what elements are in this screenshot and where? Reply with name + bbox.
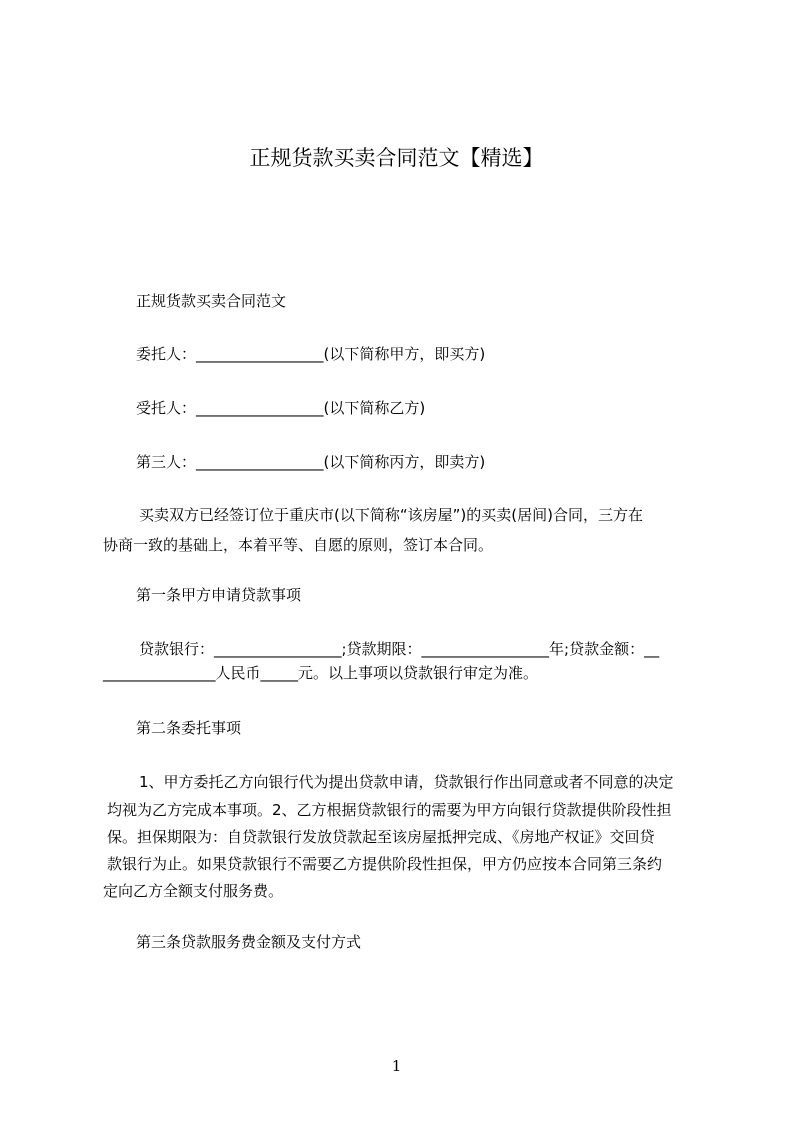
article-2-line-4: 款银行为止。如果贷款银行不需要乙方提供阶段性担保，甲方仍应按本合同第三条约 <box>107 855 663 873</box>
document-title: 正规货款买卖合同范文【精选】 <box>249 146 544 170</box>
article-2-line-5: 定向乙方全额支付服务费。 <box>103 882 284 900</box>
article-2-line-1: 1、甲方委托乙方向银行代为提出贷款申请，贷款银行作出同意或者不同意的决定 <box>139 773 674 791</box>
article-1-heading: 第一条甲方申请贷款事项 <box>136 586 302 604</box>
party-a-line: 委托人：_________________(以下简称甲方，即买方) <box>136 345 486 363</box>
contract-heading: 正规货款买卖合同范文 <box>136 292 287 310</box>
intro-line-2: 协商一致的基础上，本着平等、自愿的原则，签订本合同。 <box>103 536 494 554</box>
article-3-heading: 第三条贷款服务费金额及支付方式 <box>136 933 362 951</box>
article-2-line-3: 保。担保期限为：自贷款银行发放贷款起至该房屋抵押完成、《房地产权证》交回贷 <box>107 828 655 846</box>
article-1-line-2: _______________人民币_____元。以上事项以贷款银行审定为准。 <box>103 664 539 682</box>
article-2-heading: 第二条委托事项 <box>136 719 242 737</box>
page-number: 1 <box>391 1057 402 1075</box>
article-2-line-2: 均视为乙方完成本事项。2、乙方根据贷款银行的需要为甲方向银行贷款提供阶段性担 <box>107 801 672 819</box>
party-b-line: 受托人：_________________(以下简称乙方) <box>136 399 426 417</box>
intro-line-1: 买卖双方已经签订位于重庆市(以下简称“该房屋”)的买卖(居间)合同，三方在 <box>139 506 643 524</box>
article-1-line-1: 贷款银行：_________________;贷款期限：_________________年;贷款金额：__ <box>139 640 660 658</box>
party-c-line: 第三人：_________________(以下简称丙方，即卖方) <box>136 453 486 471</box>
